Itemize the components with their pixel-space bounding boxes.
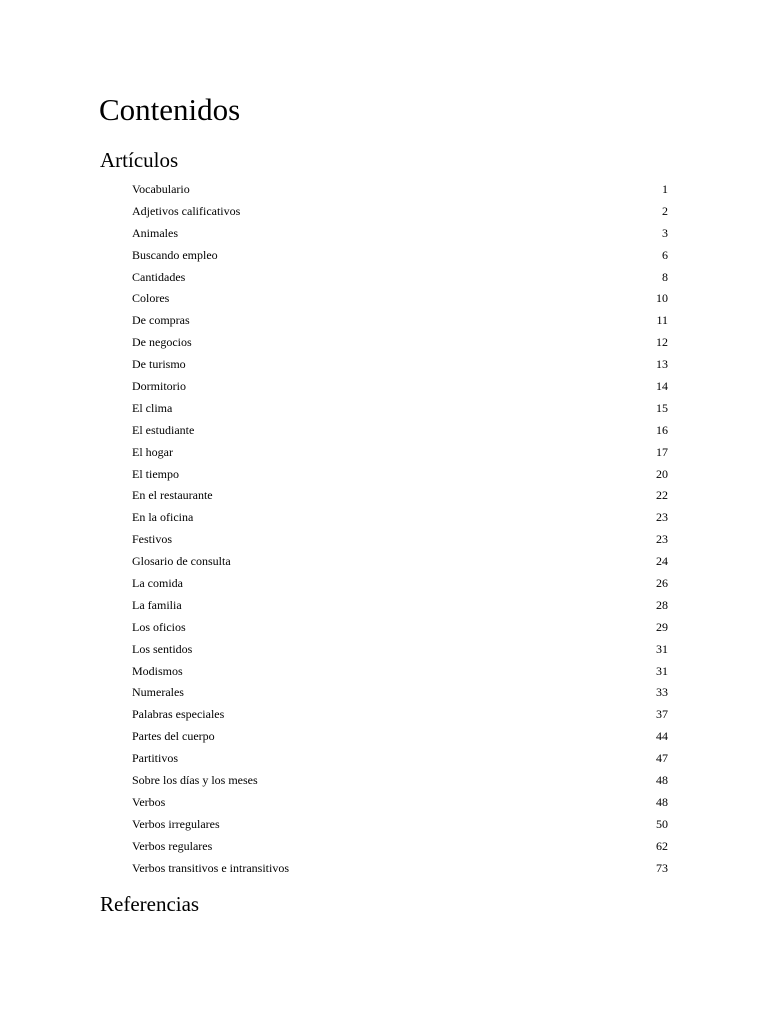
toc-entry[interactable] xyxy=(132,245,668,267)
toc-entry[interactable] xyxy=(132,485,668,507)
toc-entry[interactable] xyxy=(132,464,668,486)
toc-entry-page-number: 26 xyxy=(656,576,668,591)
toc-entry-label: Numerales xyxy=(132,685,184,700)
toc-entry[interactable] xyxy=(132,376,668,398)
toc-entry-label: Colores xyxy=(132,291,170,306)
toc-entry-label: De turismo xyxy=(132,357,186,372)
toc-entry[interactable] xyxy=(132,354,668,376)
toc-entry-page-number: 28 xyxy=(656,597,668,612)
toc-entry[interactable] xyxy=(132,573,668,595)
toc-entry-label: El estudiante xyxy=(132,422,195,437)
toc-entry[interactable] xyxy=(132,814,668,836)
toc-entry-page-number: 29 xyxy=(656,619,668,634)
toc-entry-label: La comida xyxy=(132,576,183,591)
toc-entry-page-number: 37 xyxy=(656,707,668,722)
toc-entry-page-number: 6 xyxy=(662,247,668,262)
toc-entry[interactable] xyxy=(132,288,668,310)
toc-entry-page-number: 23 xyxy=(656,532,668,547)
toc-entry-label: Festivos xyxy=(132,532,173,547)
toc-entry[interactable] xyxy=(132,551,668,573)
toc-entry-label: Partes del cuerpo xyxy=(132,729,215,744)
toc-entry[interactable] xyxy=(132,792,668,814)
toc-entry-label: Los sentidos xyxy=(132,641,193,656)
toc-entry-page-number: 50 xyxy=(656,816,668,831)
toc-entry-label: Vocabulario xyxy=(132,182,190,196)
toc-entry-label: Modismos xyxy=(132,663,183,678)
toc-entry-page-number: 47 xyxy=(656,751,668,766)
toc-entry-page-number: 2 xyxy=(662,203,668,218)
toc-entry-page-number: 10 xyxy=(656,291,668,306)
toc-entry-label: Verbos xyxy=(132,794,166,809)
toc-entry[interactable] xyxy=(132,223,668,245)
toc-entry-label: La familia xyxy=(132,597,182,612)
toc-entry[interactable] xyxy=(132,595,668,617)
toc-entry-page-number: 14 xyxy=(656,379,668,394)
toc-entry-label: De negocios xyxy=(132,335,192,350)
toc-entry[interactable] xyxy=(132,398,668,420)
toc-entry[interactable] xyxy=(132,442,668,464)
toc-entry[interactable] xyxy=(132,201,668,223)
toc-entry-page-number: 33 xyxy=(656,685,668,700)
section-heading-articulos: Artículos xyxy=(100,148,179,172)
toc-entry-page-number: 15 xyxy=(656,400,668,415)
toc-entry[interactable] xyxy=(132,179,668,201)
table-of-contents xyxy=(132,179,668,880)
toc-entry-label: El hogar xyxy=(132,444,173,459)
toc-entry-label: Partitivos xyxy=(132,751,179,766)
toc-entry-label: Buscando empleo xyxy=(132,247,218,262)
toc-entry-page-number: 1 xyxy=(662,182,668,196)
toc-entry-label: Cantidades xyxy=(132,269,186,284)
toc-entry-page-number: 44 xyxy=(656,729,668,744)
toc-entry-page-number: 8 xyxy=(662,269,668,284)
toc-entry-label: En el restaurante xyxy=(132,488,213,503)
toc-entry[interactable] xyxy=(132,639,668,661)
toc-entry-label: Verbos regulares xyxy=(132,838,213,853)
toc-entry-label: Verbos transitivos e intransitivos xyxy=(132,860,289,875)
toc-entry-page-number: 3 xyxy=(662,225,668,240)
toc-entry-label: En la oficina xyxy=(132,510,194,525)
toc-entry-page-number: 17 xyxy=(656,444,668,459)
toc-entry[interactable] xyxy=(132,310,668,332)
toc-entry-page-number: 31 xyxy=(656,663,668,678)
toc-entry-label: Glosario de consulta xyxy=(132,554,231,569)
toc-entry-page-number: 13 xyxy=(656,357,668,372)
toc-entry-page-number: 16 xyxy=(656,422,668,437)
toc-entry[interactable] xyxy=(132,770,668,792)
toc-entry-page-number: 31 xyxy=(656,641,668,656)
toc-entry[interactable] xyxy=(132,617,668,639)
toc-entry-label: Sobre los días y los meses xyxy=(132,773,258,788)
toc-entry-label: El clima xyxy=(132,400,173,415)
toc-entry[interactable] xyxy=(132,836,668,858)
toc-entry[interactable] xyxy=(132,529,668,551)
toc-entry-page-number: 24 xyxy=(656,554,668,569)
toc-entry[interactable] xyxy=(132,858,668,880)
page-title: Contenidos xyxy=(99,92,241,127)
toc-entry[interactable] xyxy=(132,661,668,683)
toc-entry-page-number: 48 xyxy=(656,773,668,788)
toc-entry[interactable] xyxy=(132,748,668,770)
toc-entry-label: Verbos irregulares xyxy=(132,816,220,831)
toc-entry[interactable] xyxy=(132,507,668,529)
toc-entry-label: Animales xyxy=(132,225,178,240)
toc-entry-label: Los oficios xyxy=(132,619,186,634)
toc-entry[interactable] xyxy=(132,420,668,442)
toc-entry[interactable] xyxy=(132,682,668,704)
toc-entry-page-number: 12 xyxy=(656,335,668,350)
toc-entry[interactable] xyxy=(132,267,668,289)
toc-entry-label: Palabras especiales xyxy=(132,707,225,722)
toc-entry-label: Adjetivos calificativos xyxy=(132,203,241,218)
toc-entry-page-number: 48 xyxy=(656,794,668,809)
toc-entry-page-number: 20 xyxy=(656,466,668,481)
toc-entry[interactable] xyxy=(132,726,668,748)
toc-entry-label: De compras xyxy=(132,313,190,328)
toc-entry[interactable] xyxy=(132,704,668,726)
toc-entry-page-number: 23 xyxy=(656,510,668,525)
toc-entry-page-number: 62 xyxy=(656,838,668,853)
toc-entry-page-number: 73 xyxy=(656,860,668,875)
toc-entry-page-number: 11 xyxy=(656,313,668,328)
section-heading-referencias: Referencias xyxy=(100,892,200,916)
toc-entry[interactable] xyxy=(132,332,668,354)
toc-entry-label: Dormitorio xyxy=(132,379,186,394)
toc-entry-page-number: 22 xyxy=(656,488,668,503)
toc-entry-label: El tiempo xyxy=(132,466,179,481)
